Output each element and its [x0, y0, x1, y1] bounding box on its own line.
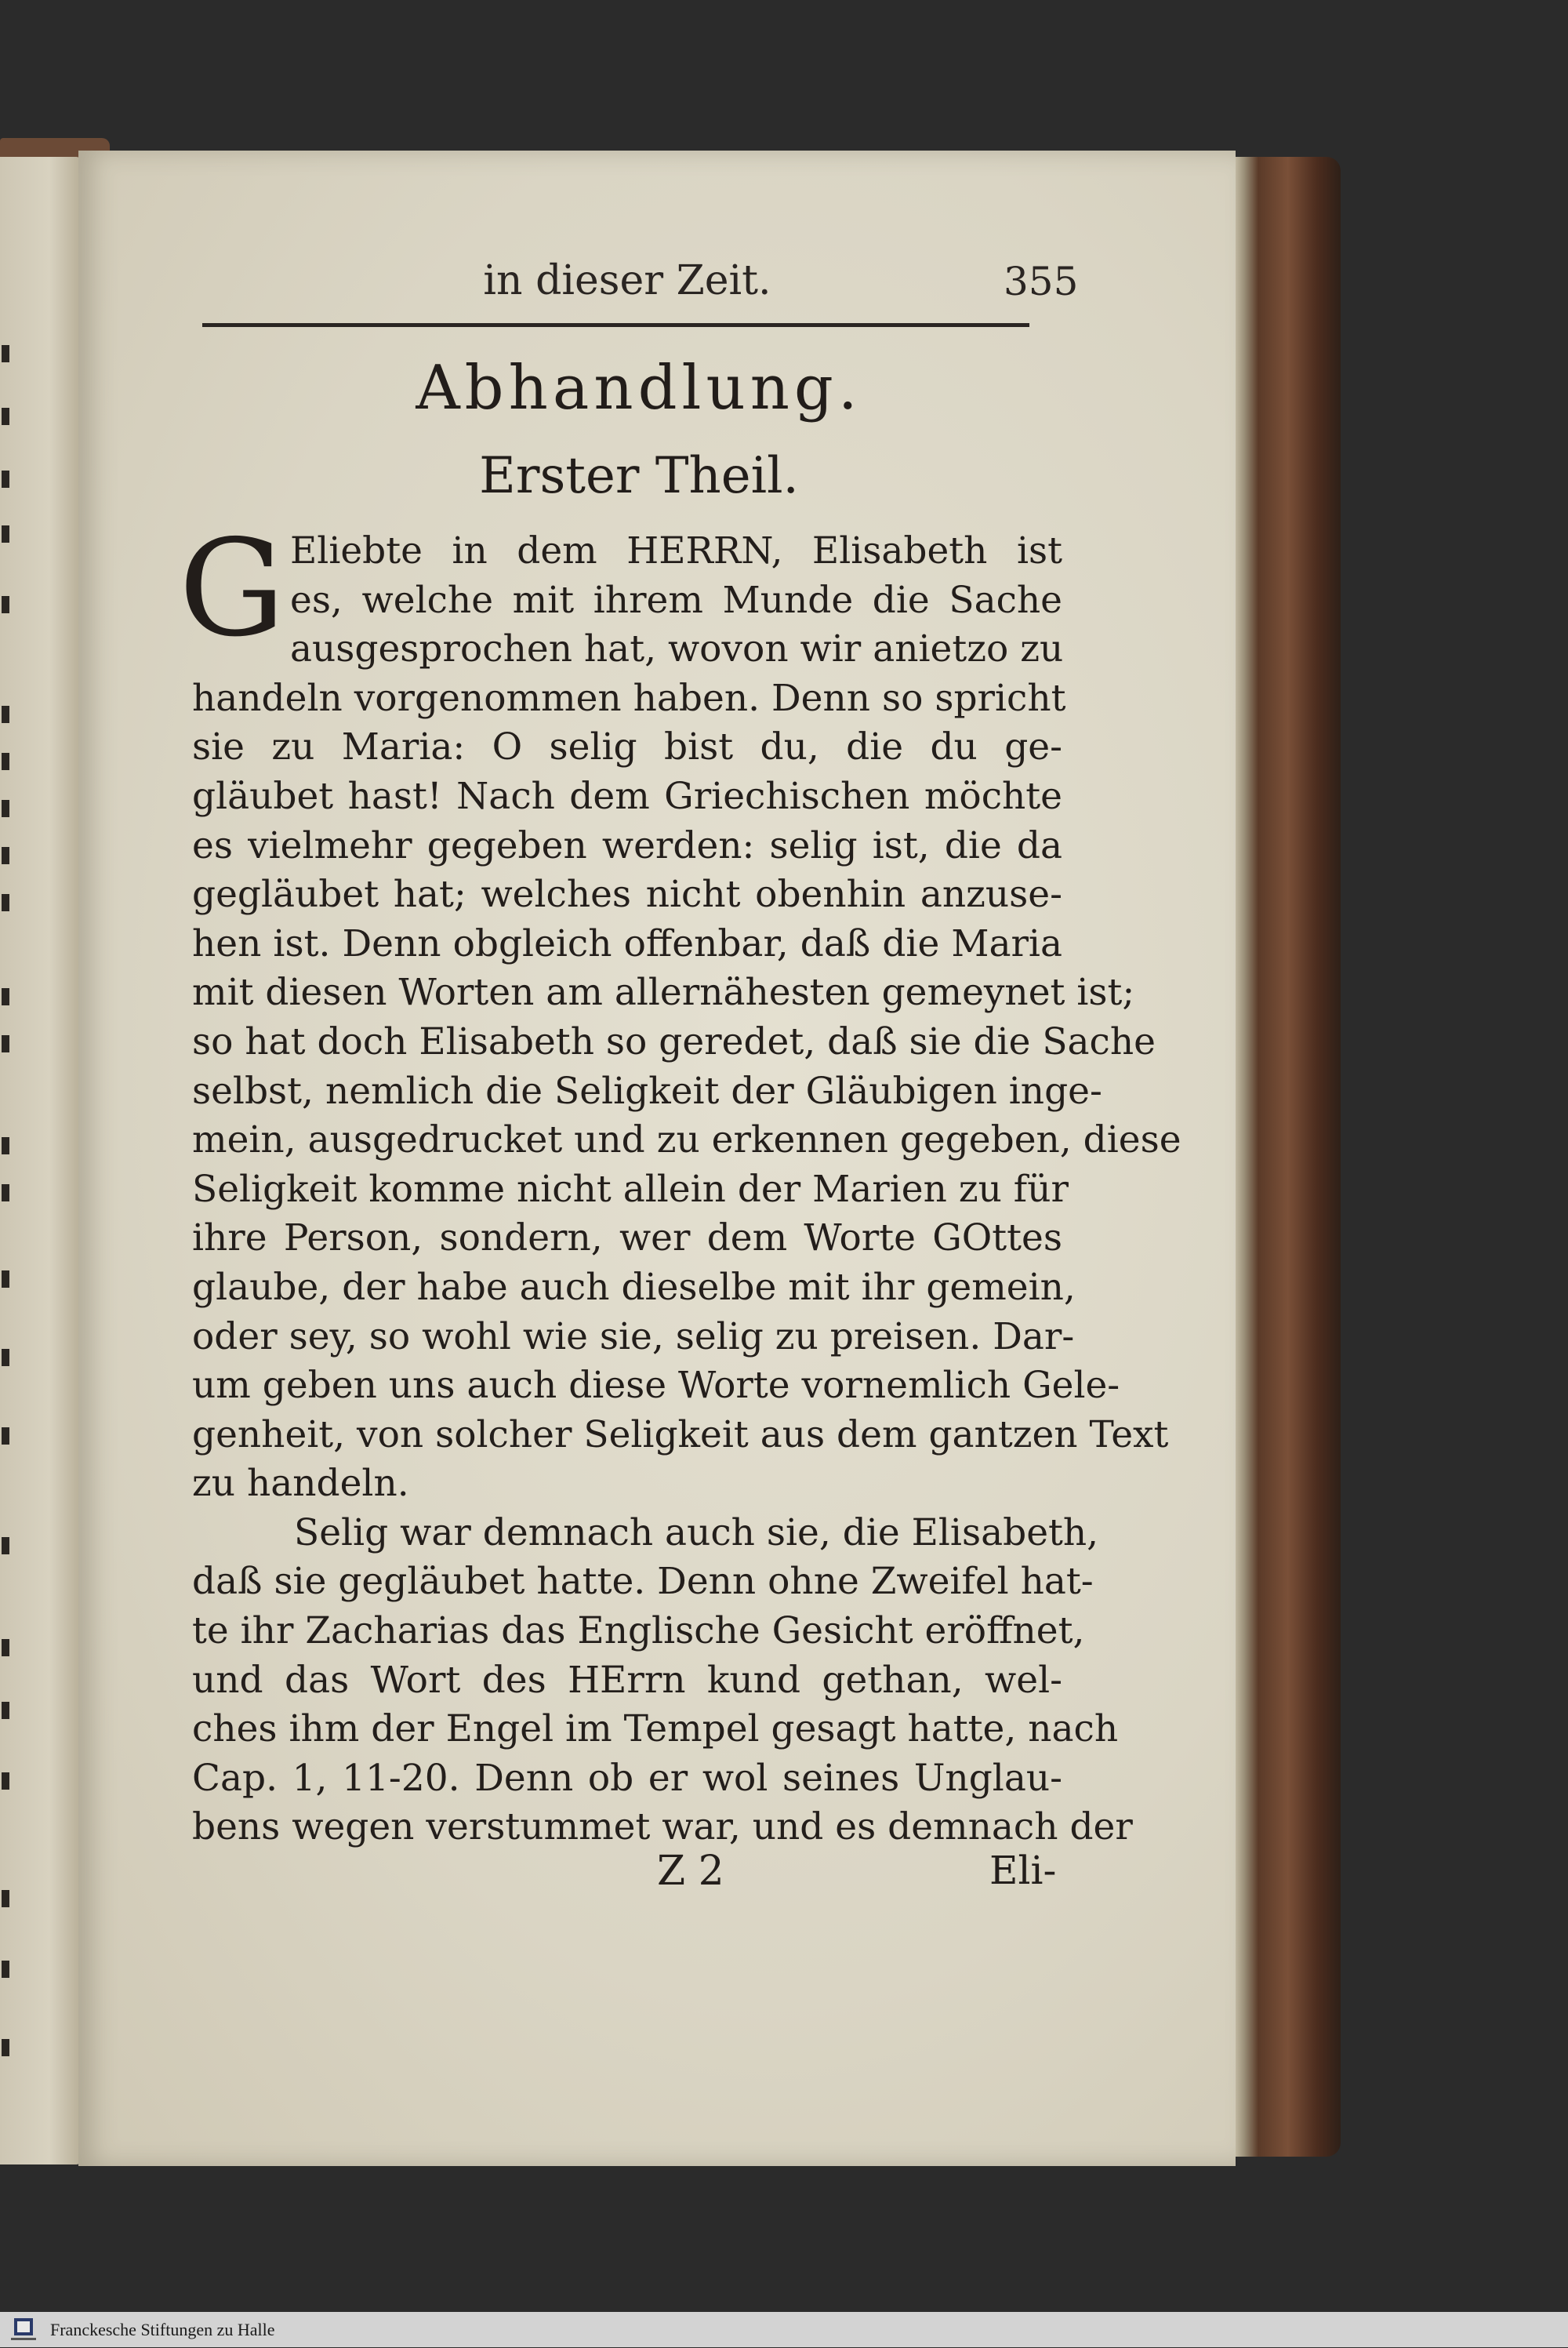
text-line: handeln vorgenommen haben. Denn so spricht: [192, 676, 1066, 720]
text-line: oder sey, so wohl wie sie, selig zu preisen. Dar-: [192, 1314, 1075, 1358]
text-line: Seligkeit komme nicht allein der Marien zu für: [192, 1167, 1069, 1211]
drop-cap: G: [179, 511, 285, 667]
book-fore-edge: [1223, 157, 1341, 2157]
institution-logo-icon: [6, 2315, 41, 2345]
body-text: [192, 527, 1181, 1852]
text-line: um geben uns auch diese Worte vornemlich Gele-: [192, 1364, 1120, 1408]
footer-bar: [0, 2312, 1568, 2347]
text-line: es vielmehr gegeben werden: selig ist, die da: [192, 823, 1062, 867]
text-line: ihre Person, sondern, wer dem Worte GOttes: [192, 1216, 1062, 1260]
left-page-edge: [0, 157, 82, 2164]
text-line: bens wegen verstummet war, und es demnach der: [192, 1805, 1133, 1849]
text-line: gegläubet hat; welches nicht obenhin anzuse-: [192, 873, 1062, 917]
text-line: sie zu Maria: O selig bist du, die du ge-: [192, 725, 1062, 769]
text-line: Eliebte in dem HERRN, Elisabeth ist: [290, 529, 1062, 572]
text-line: daß sie gegläubet hatte. Denn ohne Zweifel hat-: [192, 1560, 1094, 1604]
text-line: te ihr Zacharias das Englische Gesicht eröffnet,: [192, 1609, 1085, 1653]
text-line: es, welche mit ihrem Munde die Sache: [290, 578, 1062, 622]
signature-mark: Z 2: [657, 1848, 724, 1895]
text-line: hen ist. Denn obgleich offenbar, daß die Maria: [192, 921, 1062, 965]
header-rule: [202, 323, 1029, 327]
page-number: 355: [1004, 259, 1079, 304]
text-line: ausgesprochen hat, wovon wir anietzo zu: [290, 627, 1064, 671]
text-line: selbst, nemlich die Seligkeit der Gläubigen inge-: [192, 1069, 1102, 1113]
text-line: zu handeln.: [192, 1462, 409, 1506]
text-line: Selig war demnach auch sie, die Elisabeth,: [294, 1510, 1099, 1554]
catchword: Eli-: [989, 1848, 1057, 1893]
running-head: in dieser Zeit.: [483, 257, 771, 304]
text-line: mein, ausgedrucket und zu erkennen gegeben, diese: [192, 1118, 1181, 1162]
footer-institution: Franckesche Stiftungen zu Halle: [50, 2319, 275, 2339]
sub-heading: Erster Theil.: [479, 447, 799, 505]
main-heading: Abhandlung.: [416, 353, 862, 423]
text-line: ches ihm der Engel im Tempel gesagt hatte, nach: [192, 1707, 1119, 1751]
text-line: so hat doch Elisabeth so geredet, daß sie die Sache: [192, 1020, 1156, 1063]
text-line: gläubet hast! Nach dem Griechischen möchte: [192, 774, 1062, 818]
text-line: genheit, von solcher Seligkeit aus dem gantzen Text: [192, 1412, 1169, 1456]
text-line: glaube, der habe auch dieselbe mit ihr gemein,: [192, 1265, 1076, 1309]
text-line: und das Wort des HErrn kund gethan, wel-: [192, 1658, 1062, 1702]
text-line: mit diesen Worten am allernähesten gemeynet ist;: [192, 971, 1135, 1015]
text-line: Cap. 1, 11-20. Denn ob er wol seines Unglau-: [192, 1756, 1062, 1800]
